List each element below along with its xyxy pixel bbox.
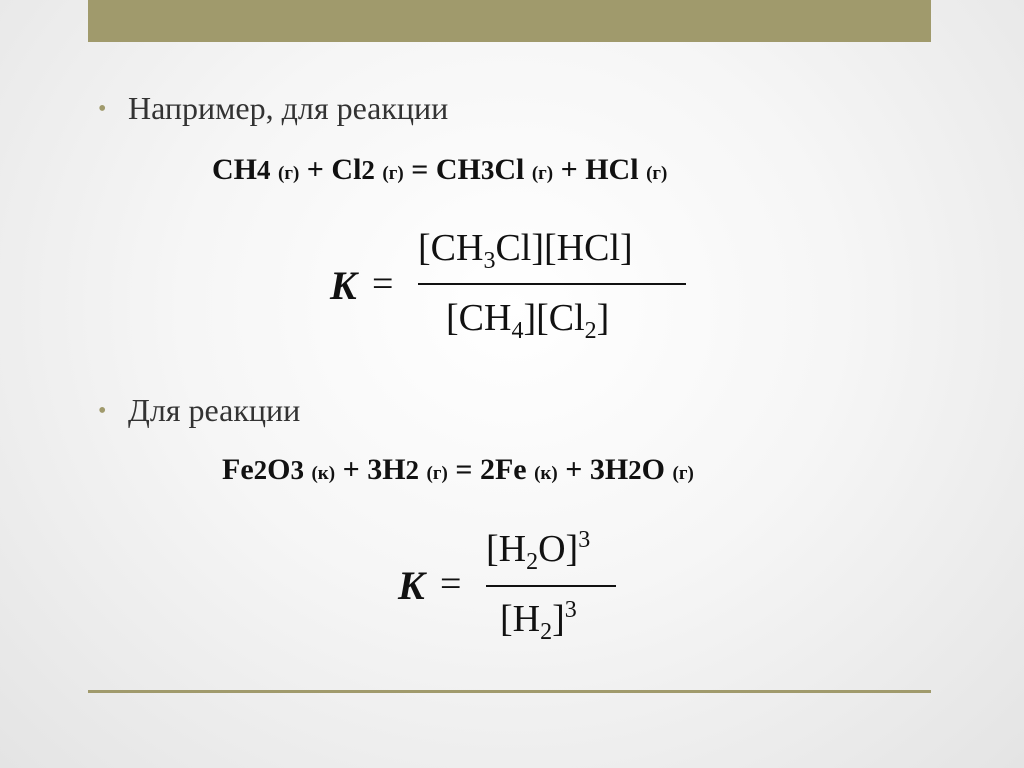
fraction-denominator bbox=[500, 597, 577, 646]
fraction-bar bbox=[486, 585, 616, 587]
formula-text: [H bbox=[486, 528, 527, 570]
formula-text: ] bbox=[596, 297, 610, 339]
eq-text: O bbox=[267, 453, 291, 486]
eq-operator: = bbox=[455, 453, 473, 486]
bullet-text: Например, для реакции bbox=[128, 90, 449, 126]
formula-text: Cl][HCl] bbox=[495, 227, 633, 269]
formula-subscript: 2 bbox=[526, 549, 539, 575]
eq-operator: + bbox=[342, 453, 360, 486]
eq-text: Cl bbox=[494, 153, 525, 186]
bullet-icon: • bbox=[98, 398, 107, 424]
formula-text: [CH bbox=[446, 297, 512, 339]
equals-sign: = bbox=[372, 263, 394, 305]
eq-subscript: 3 bbox=[480, 155, 495, 185]
formula-text: ][Cl bbox=[523, 297, 585, 339]
reaction-equation-iron-oxide bbox=[222, 452, 694, 492]
eq-subscript: 2 bbox=[405, 455, 420, 485]
eq-text: O bbox=[641, 453, 665, 486]
formula-text: O] bbox=[538, 528, 579, 570]
eq-text: 3H bbox=[589, 453, 629, 486]
bottom-divider bbox=[88, 690, 931, 693]
bullet-icon: • bbox=[98, 96, 107, 122]
eq-subscript: 2 bbox=[628, 455, 642, 485]
formula-subscript: 2 bbox=[584, 318, 597, 344]
equals-sign: = bbox=[440, 563, 462, 605]
formula-subscript: 4 bbox=[511, 318, 524, 344]
formula-text: [H bbox=[500, 598, 541, 640]
eq-operator: + bbox=[560, 153, 578, 186]
title-bar bbox=[88, 0, 931, 42]
fraction-denominator bbox=[446, 296, 609, 345]
eq-state: (к) bbox=[534, 463, 558, 484]
formula-subscript: 3 bbox=[483, 248, 496, 274]
reaction-equation-methane bbox=[212, 152, 667, 192]
eq-state: (г) bbox=[382, 163, 404, 184]
bullet-item-reaction bbox=[98, 392, 300, 432]
bullet-text: Для реакции bbox=[128, 392, 301, 428]
eq-text: CH bbox=[212, 153, 257, 186]
eq-state: (г) bbox=[278, 163, 300, 184]
eq-state: (г) bbox=[646, 163, 668, 184]
bullet-item-example bbox=[98, 90, 448, 130]
formula-text: ] bbox=[552, 598, 565, 640]
formula-superscript: 3 bbox=[578, 527, 591, 553]
eq-state: (к) bbox=[311, 463, 336, 484]
eq-state: (г) bbox=[426, 463, 448, 484]
eq-subscript: 3 bbox=[290, 455, 304, 485]
eq-operator: + bbox=[565, 453, 583, 486]
eq-subscript: 2 bbox=[361, 155, 375, 185]
fraction-numerator bbox=[418, 226, 633, 275]
formula-text: [CH bbox=[418, 227, 484, 269]
fraction-numerator bbox=[486, 527, 590, 576]
eq-text: CH bbox=[435, 153, 481, 186]
eq-text: 3H bbox=[367, 453, 406, 486]
formula-superscript: 3 bbox=[564, 597, 577, 623]
eq-state: (г) bbox=[531, 163, 554, 184]
constant-symbol: K bbox=[398, 563, 425, 608]
eq-state: (г) bbox=[672, 463, 694, 484]
eq-operator: + bbox=[306, 153, 324, 186]
constant-symbol: K bbox=[330, 263, 357, 308]
eq-text: Fe bbox=[222, 453, 254, 486]
eq-text: HCl bbox=[585, 153, 639, 186]
eq-text: 2Fe bbox=[479, 453, 527, 486]
eq-text: Cl bbox=[331, 153, 362, 186]
fraction-bar bbox=[418, 283, 686, 285]
eq-operator: = bbox=[411, 153, 429, 186]
eq-subscript: 2 bbox=[253, 455, 268, 485]
formula-subscript: 2 bbox=[540, 619, 553, 645]
eq-subscript: 4 bbox=[257, 155, 271, 185]
